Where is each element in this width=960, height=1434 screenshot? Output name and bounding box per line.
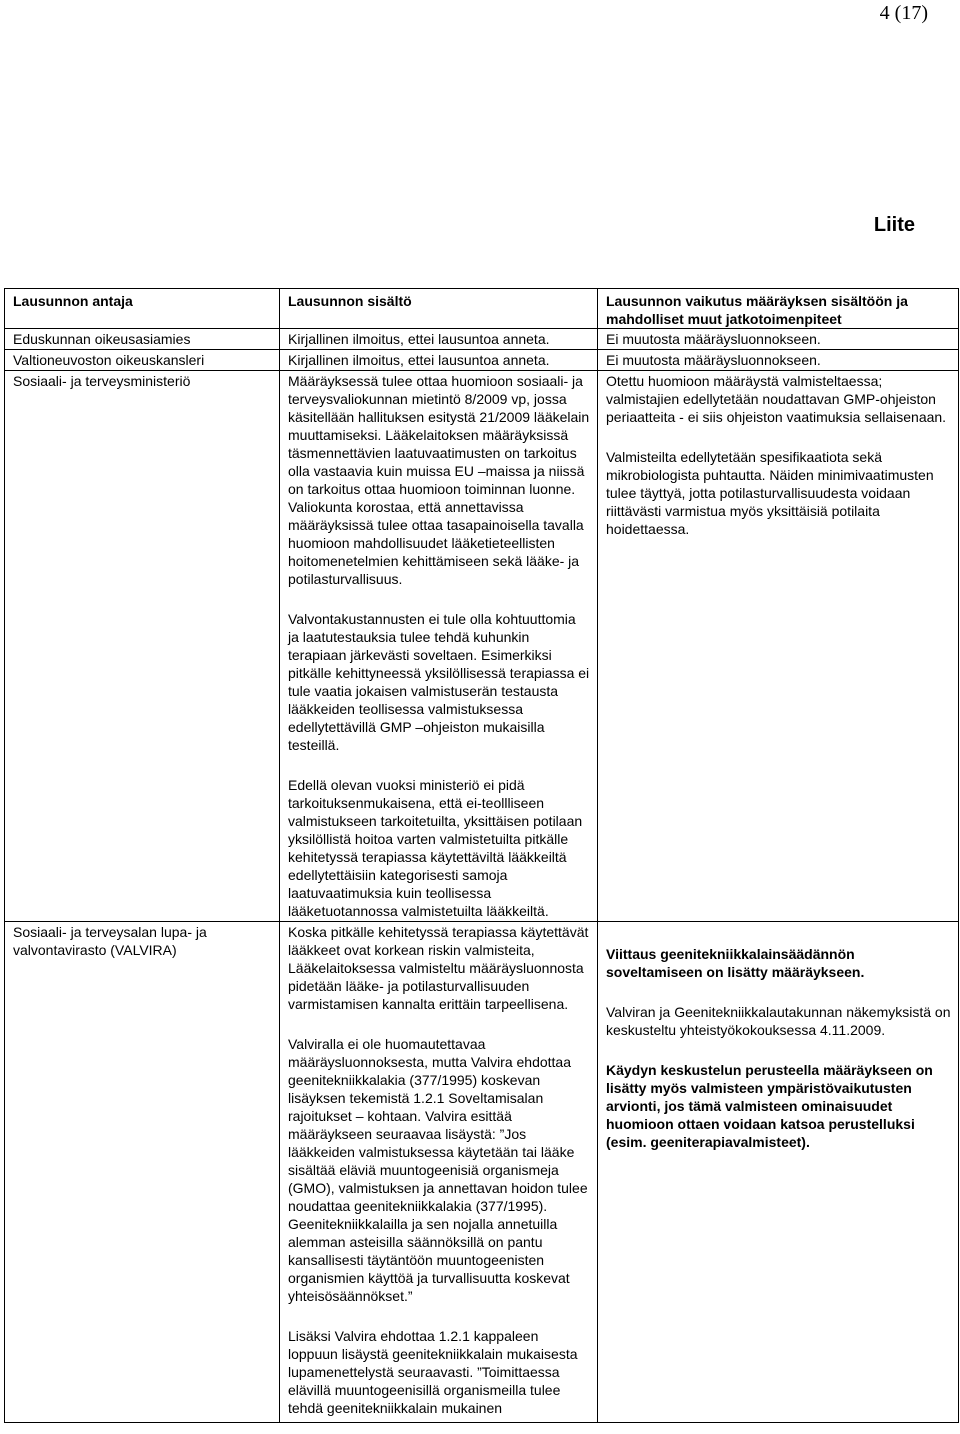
table-row xyxy=(5,350,959,371)
table-header-row xyxy=(5,289,959,329)
content-paragraph: Edellä olevan vuoksi ministeriö ei pidä tarkoituksenmukaisena, että ei-teollliseen valmistukseen tarkoitetuilta, yksittäisen potilaan yksilöllistä hoitoa varten valmistetuilta pitkälle kehitetyssä terapiassa käytettäviltä lääkkeiltä edellytettäisiin kategorisesti samoja laatuvaatimuksia kuin teollisessa lääketuotannossa valmistetuilta lääkkeiltä. xyxy=(288,777,583,919)
effect-paragraph: Otettu huomioon määräystä valmisteltaessa; valmistajien edellytetään noudattavan GMP-ohjeiston periaatteita - ei siis ohjeiston vaatimuksia sellaisenaan. xyxy=(606,373,947,425)
row-content: Kirjallinen ilmoitus, ettei lausuntoa anneta. xyxy=(280,350,598,371)
row-author: Sosiaali- ja terveysministeriö xyxy=(5,371,280,922)
row-effect: Ei muutosta määräysluonnokseen. xyxy=(598,350,959,371)
row-effect xyxy=(598,922,959,1423)
content-paragraph: Määräyksessä tulee ottaa huomioon sosiaali- ja terveysvaliokunnan mietintö 8/2009 vp, jossa käsitellään hallituksen esitystä 21/2009 lääkelain muuttamiseksi. Lääkelaitoksen määräyksissä täsmennettävien laatuvaatimusten on tarkoitus olla vastaavia kuin muissa EU –maissa ja niissä on tarkoitus ottaa huomioon toiminnan luonne. Valiokunta korostaa, että annettavissa määräyksissä tulee ottaa tasapainoisella tavalla huomioon mahdollisuudet lääketieteellisten hoitomenetelmien kehittämiseen sekä lääke- ja potilasturvallisuus. xyxy=(288,373,590,587)
content-paragraph: Lisäksi Valvira ehdottaa 1.2.1 kappaleen loppuun lisäystä geenitekniikkalain mukaisesta lupamenettelystä seuraavasti. ”Toimittaessa elävillä muuntogeenisillä organismeilla tulee tehdä geenitekniikkalain mukainen xyxy=(288,1328,578,1416)
row-author: Valtioneuvoston oikeuskansleri xyxy=(5,350,280,371)
effect-paragraph: Käydyn keskustelun perusteella määräykseen on lisätty myös valmisteen ympäristövaikutusten arvionti, jos tämä valmisteen ominaisuudet huomioon ottaen voidaan katsoa perustelluksi (esim. geeniterapiavalmisteet). xyxy=(606,1062,933,1150)
effect-paragraph: Viittaus geenitekniikkalainsäädännön soveltamiseen on lisätty määräykseen. xyxy=(606,946,865,980)
row-content: Kirjallinen ilmoitus, ettei lausuntoa anneta. xyxy=(280,329,598,350)
table-row xyxy=(5,329,959,350)
effect-paragraph: Valviran ja Geenitekniikkalautakunnan näkemyksistä on keskusteltu yhteistyökokouksessa 4.11.2009. xyxy=(606,1004,951,1038)
table-row xyxy=(5,371,959,922)
row-author: Eduskunnan oikeusasiamies xyxy=(5,329,280,350)
row-effect xyxy=(598,371,959,922)
statement-table xyxy=(4,288,959,1423)
content-paragraph: Valvontakustannusten ei tule olla kohtuuttomia ja laatutestauksia tulee tehdä kuhunkin terapiaan järkevästi soveltaen. Esimerkiksi pitkälle kehittyneessä yksilöllisessä terapiassa ei tule vaatia jokaisen valmistuserän testausta lääkkeiden teollisessa valmistuksessa edellytettävillä GMP –ohjeiston mukaisilla testeillä. xyxy=(288,611,590,753)
row-author: Sosiaali- ja terveysalan lupa- ja valvontavirasto (VALVIRA) xyxy=(5,922,280,1423)
header-effect: Lausunnon vaikutus määräyksen sisältöön ja mahdolliset muut jatkotoimenpiteet xyxy=(598,289,959,329)
row-content xyxy=(280,371,598,922)
row-content xyxy=(280,922,598,1423)
row-effect: Ei muutosta määräysluonnokseen. xyxy=(598,329,959,350)
content-paragraph: Valviralla ei ole huomautettavaa määräysluonnoksesta, mutta Valvira ehdottaa geenitekniikkalakia (377/1995) koskevan lisäyksen tekemistä 1.2.1 Soveltamisalan rajoitukset – kohtaan. Valvira esittää määräykseen seuraavaa lisäystä: ”Jos lääkkeiden valmistuksessa käytetään tai lääke sisältää eläviä muuntogeenisiä organismeja (GMO), valmistuksen ja annettavan hoidon tulee noudattaa geenitekniikkalakia (377/1995). Geenitekniikkalailla ja sen nojalla annetuilla alemman asteisilla säännöksillä on pantu kansallisesti täytäntöön muuntogeenisten organismien käyttöä ja turvallisuutta koskevat yhteisösäännökset.” xyxy=(288,1036,588,1304)
appendix-label: Liite xyxy=(873,214,915,236)
header-author: Lausunnon antaja xyxy=(5,289,280,329)
header-content: Lausunnon sisältö xyxy=(280,289,598,329)
effect-paragraph: Valmisteilta edellytetään spesifikaatiota sekä mikrobiologista puhtautta. Näiden minimivaatimusten tulee täyttyä, jotta potilasturvallisuudesta voidaan riittävästi varmistua myös yksittäisiä potilaita hoidettaessa. xyxy=(606,449,934,537)
content-paragraph: Koska pitkälle kehitetyssä terapiassa käytettävät lääkkeet ovat korkean riskin valmisteita, Lääkelaitoksessa valmisteltu määräysluonnosta pidetään lääke- ja potilasturvallisuuden varmistamisen kannalta erittäin tarpeellisena. xyxy=(288,924,589,1012)
page-number: 4 (17) xyxy=(879,2,928,24)
table-row xyxy=(5,922,959,1423)
